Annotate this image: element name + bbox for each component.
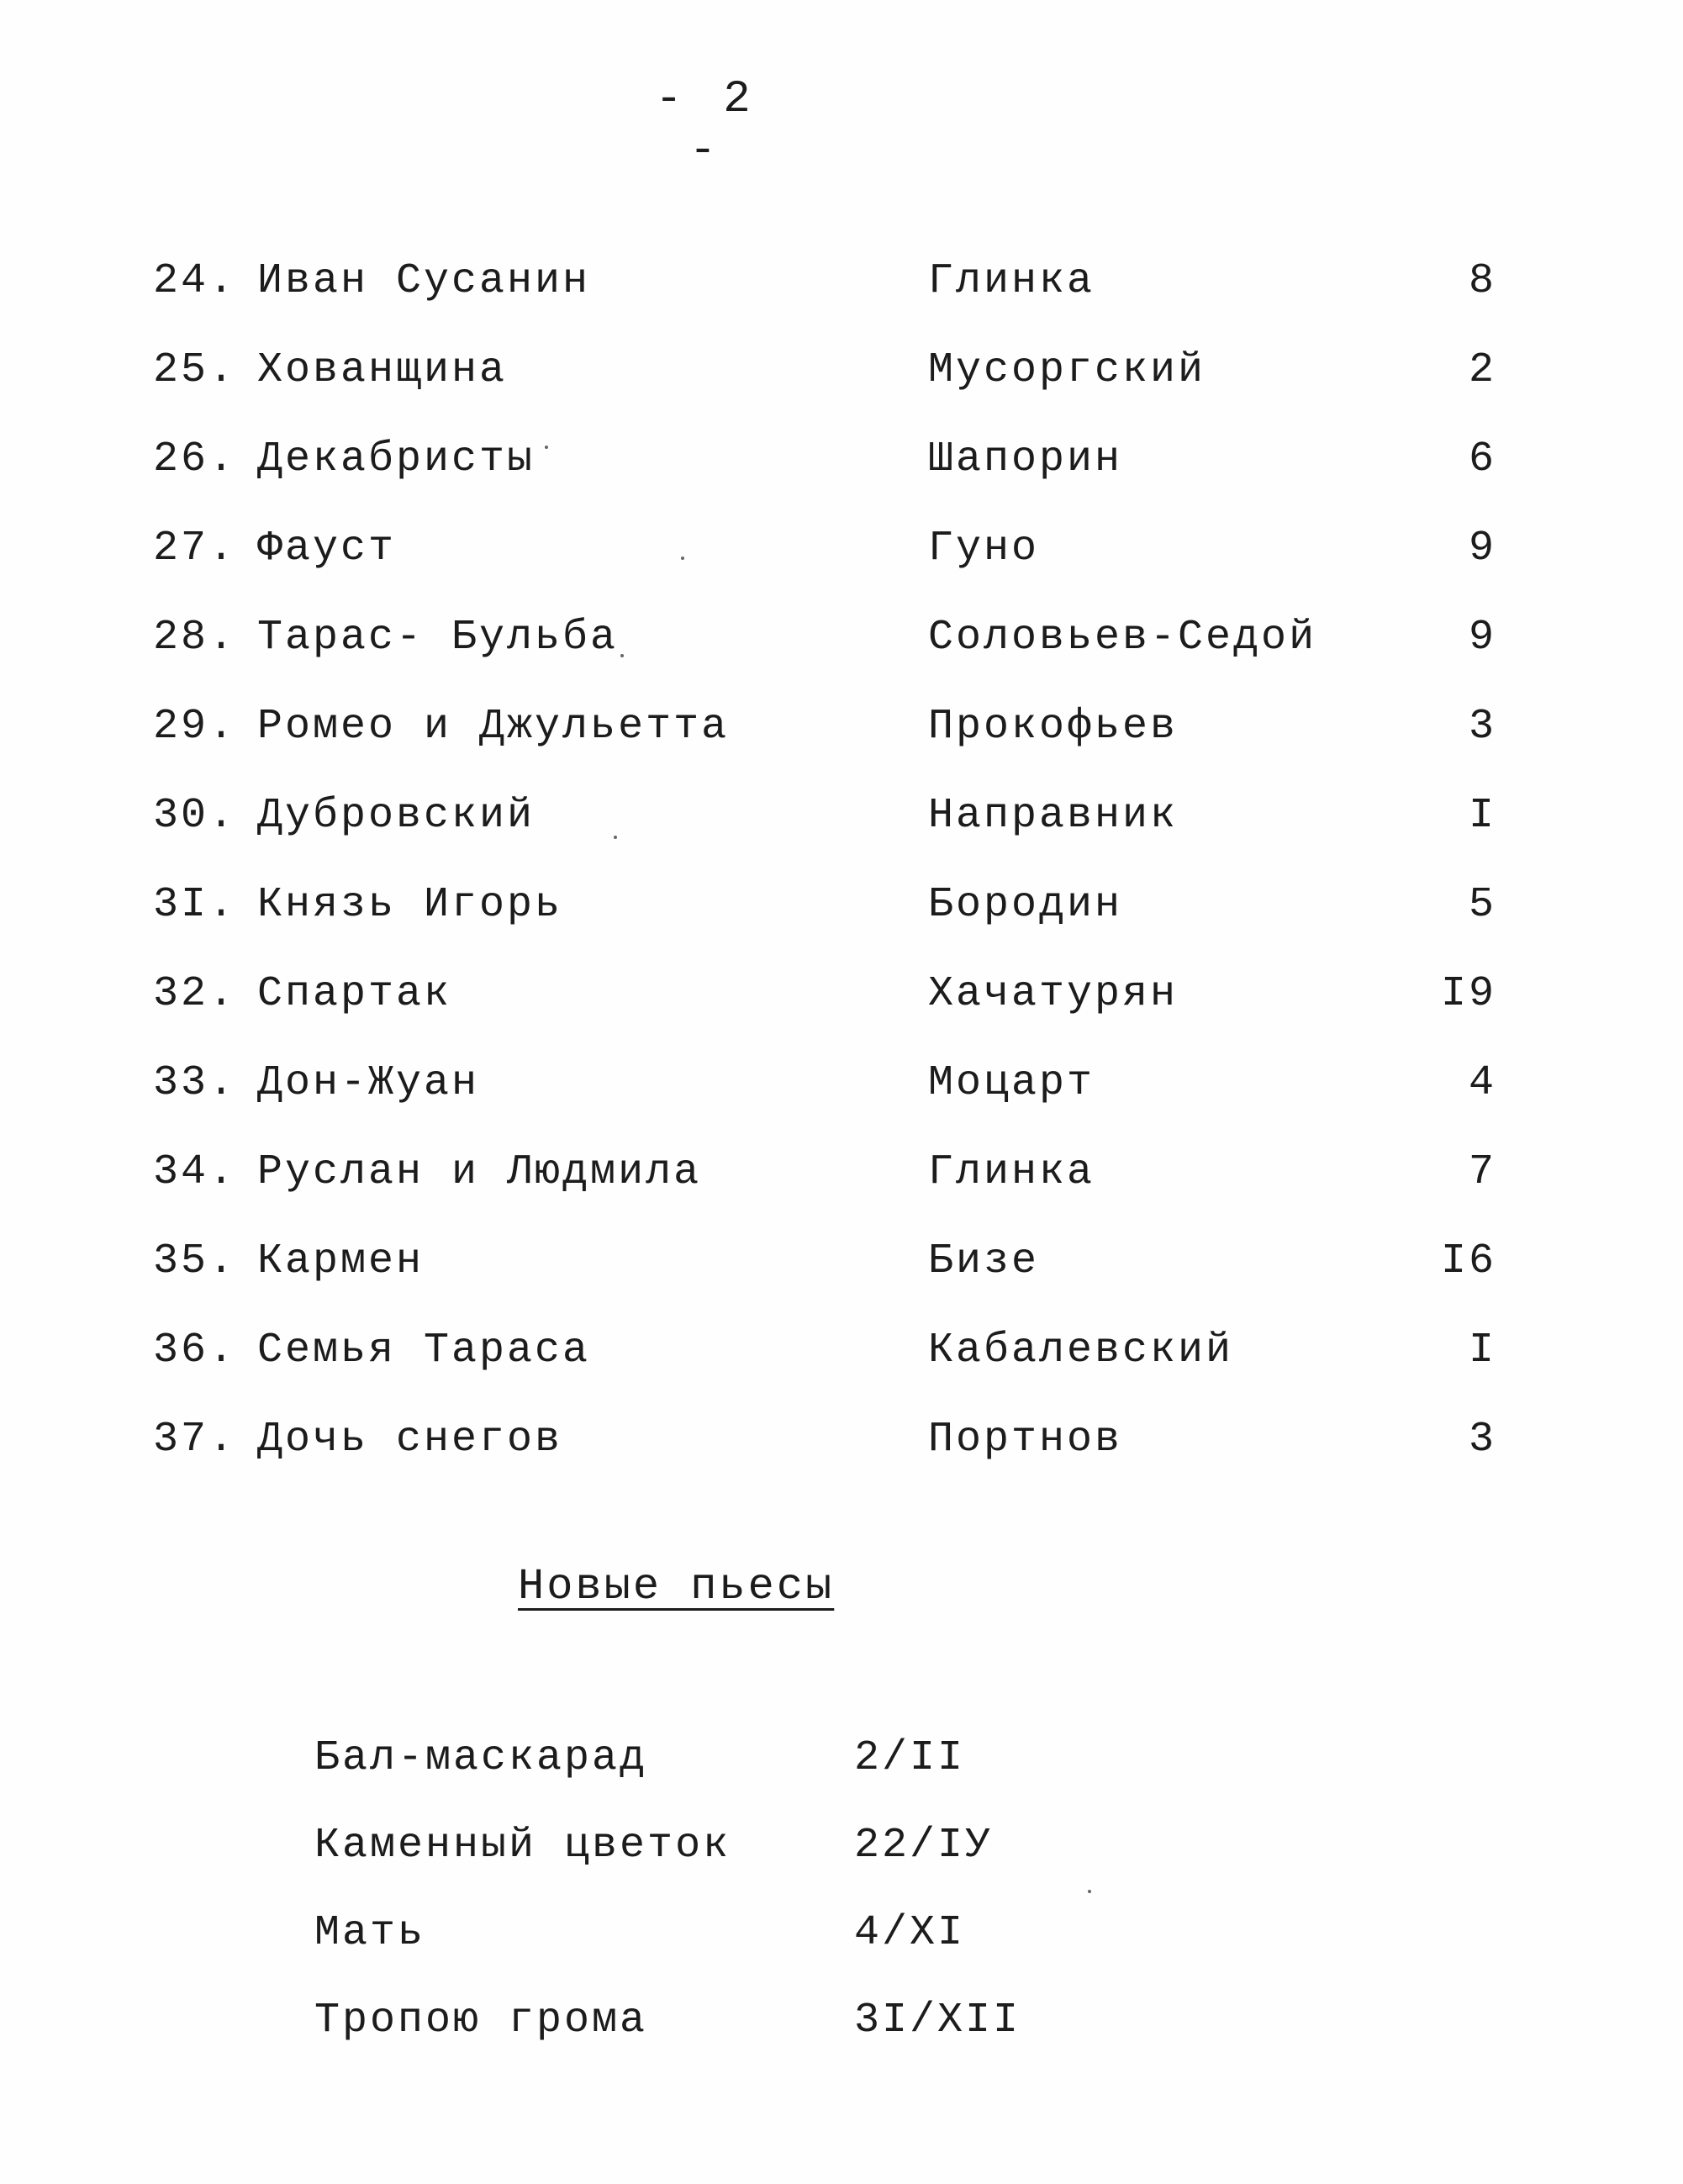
item-title: Декабристы [257, 435, 536, 483]
item-number: 30. [153, 792, 237, 840]
list-item [0, 950, 1683, 1039]
item-count: 7 [1468, 1148, 1496, 1196]
item-count: I9 [1440, 970, 1496, 1018]
item-number: 24. [153, 257, 237, 305]
item-number: 27. [153, 525, 237, 572]
list-item [0, 1306, 1683, 1395]
item-count: 3 [1468, 703, 1496, 751]
list-item [0, 683, 1683, 772]
item-number: 29. [153, 703, 237, 751]
list-item [0, 1128, 1683, 1217]
item-composer: Моцарт [928, 1059, 1095, 1107]
item-composer: Соловьев-Седой [928, 614, 1317, 662]
item-number: 32. [153, 970, 237, 1018]
item-composer: Кабалевский [928, 1327, 1234, 1374]
list-item [0, 1890, 1683, 1977]
list-item [0, 1039, 1683, 1128]
list-item [0, 1802, 1683, 1890]
item-count: I6 [1440, 1237, 1496, 1285]
list-item [0, 593, 1683, 683]
item-count: 5 [1468, 881, 1496, 929]
item-number: 36. [153, 1327, 237, 1374]
item-count: I [1468, 1327, 1496, 1374]
paper-speck [1088, 1890, 1091, 1893]
item-composer: Глинка [928, 257, 1095, 305]
item-count: 8 [1468, 257, 1496, 305]
play-date: 2/II [854, 1734, 966, 1782]
item-composer: Направник [928, 792, 1179, 840]
paper-speck [681, 557, 684, 560]
list-item [0, 1217, 1683, 1306]
item-count: 9 [1468, 614, 1496, 662]
item-composer: Портнов [928, 1416, 1123, 1464]
play-title: Бал-маскарад [314, 1734, 648, 1782]
item-count: 3 [1468, 1416, 1496, 1464]
item-number: 25. [153, 346, 237, 394]
item-number: 28. [153, 614, 237, 662]
new-plays-list [0, 1715, 1683, 2065]
item-count: 2 [1468, 346, 1496, 394]
play-date: 22/IУ [854, 1822, 994, 1870]
item-title: Хованщина [257, 346, 508, 394]
item-composer: Бородин [928, 881, 1123, 929]
item-title: Семья Тараса [257, 1327, 591, 1374]
play-date: 3I/XII [854, 1997, 1021, 2044]
item-number: 33. [153, 1059, 237, 1107]
item-number: 34. [153, 1148, 237, 1196]
item-composer: Гуно [928, 525, 1040, 572]
item-composer: Мусоргский [928, 346, 1206, 394]
list-item [0, 504, 1683, 593]
list-item [0, 415, 1683, 504]
item-title: Фауст [257, 525, 397, 572]
paper-speck [620, 654, 624, 657]
item-count: I [1468, 792, 1496, 840]
item-count: 9 [1468, 525, 1496, 572]
item-number: 3I. [153, 881, 237, 929]
list-item [0, 326, 1683, 415]
list-item [0, 1977, 1683, 2065]
list-item [0, 1395, 1683, 1485]
list-item [0, 772, 1683, 861]
item-number: 35. [153, 1237, 237, 1285]
item-title: Кармен [257, 1237, 425, 1285]
list-item [0, 1715, 1683, 1802]
list-item [0, 861, 1683, 950]
item-composer: Бизе [928, 1237, 1040, 1285]
item-title: Спартак [257, 970, 452, 1018]
item-title: Руслан и Людмила [257, 1148, 702, 1196]
item-title: Дон-Жуан [257, 1059, 480, 1107]
item-title: Ромео и Джульетта [257, 703, 730, 751]
item-title: Дубровский [257, 792, 536, 840]
list-item [0, 237, 1683, 326]
item-title: Князь Игорь [257, 881, 563, 929]
item-count: 4 [1468, 1059, 1496, 1107]
page-number: - 2 - [655, 74, 757, 177]
item-count: 6 [1468, 435, 1496, 483]
item-composer: Шапорин [928, 435, 1123, 483]
item-title: Тарас- Бульба [257, 614, 619, 662]
play-title: Каменный цветок [314, 1822, 731, 1870]
item-number: 26. [153, 435, 237, 483]
section-heading: Новые пьесы [518, 1562, 835, 1612]
paper-speck [614, 836, 617, 839]
play-title: Тропою грома [314, 1997, 648, 2044]
works-list [0, 237, 1683, 1485]
play-title: Мать [314, 1909, 426, 1957]
item-composer: Прокофьев [928, 703, 1179, 751]
item-title: Иван Сусанин [257, 257, 591, 305]
item-title: Дочь снегов [257, 1416, 563, 1464]
item-number: 37. [153, 1416, 237, 1464]
item-composer: Глинка [928, 1148, 1095, 1196]
paper-speck [545, 446, 548, 449]
play-date: 4/XI [854, 1909, 966, 1957]
item-composer: Хачатурян [928, 970, 1179, 1018]
